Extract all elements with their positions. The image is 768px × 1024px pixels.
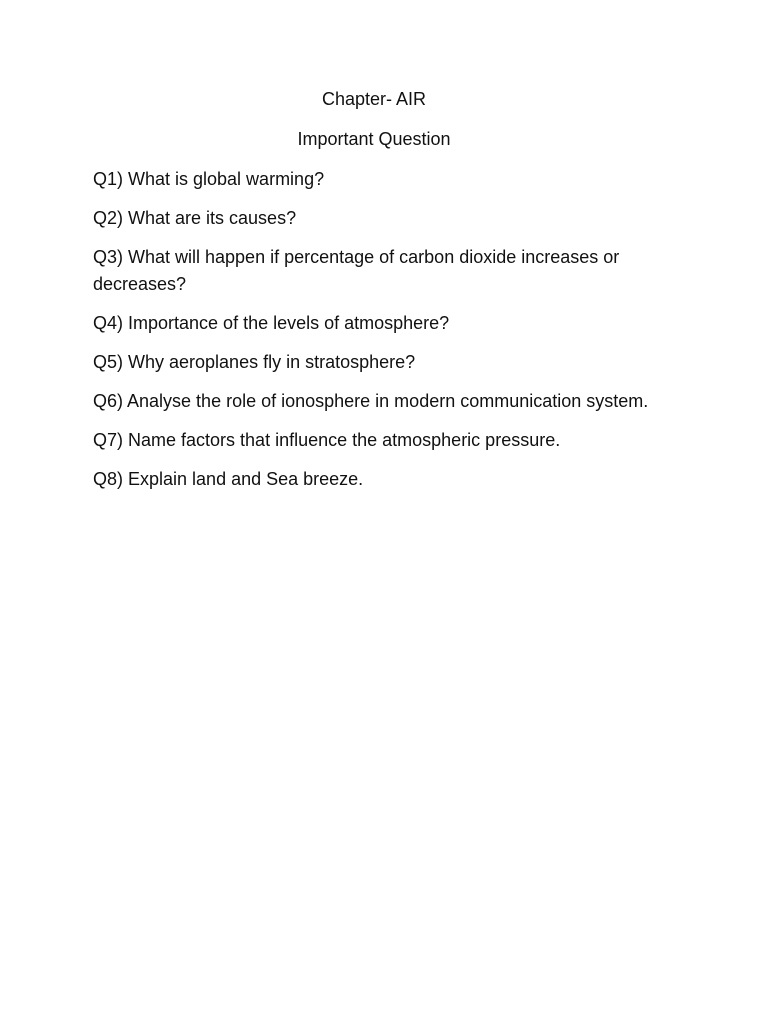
question-7: Q7) Name factors that influence the atmospheric pressure. xyxy=(93,430,561,450)
question-5: Q5) Why aeroplanes fly in stratosphere? xyxy=(93,352,416,372)
question-2: Q2) What are its causes? xyxy=(93,208,297,228)
question-6: Q6) Analyse the role of ionosphere in modern communication system. xyxy=(93,391,649,411)
question-8: Q8) Explain land and Sea breeze. xyxy=(93,469,364,489)
chapter-title: Chapter- AIR xyxy=(321,89,427,109)
section-subtitle: Important Question xyxy=(297,129,451,149)
question-4: Q4) Importance of the levels of atmosphere? xyxy=(93,313,450,333)
document-body xyxy=(93,86,673,505)
question-1: Q1) What is global warming? xyxy=(93,169,325,189)
question-3: Q3) What will happen if percentage of carbon dioxide increases or decreases? xyxy=(93,247,620,294)
